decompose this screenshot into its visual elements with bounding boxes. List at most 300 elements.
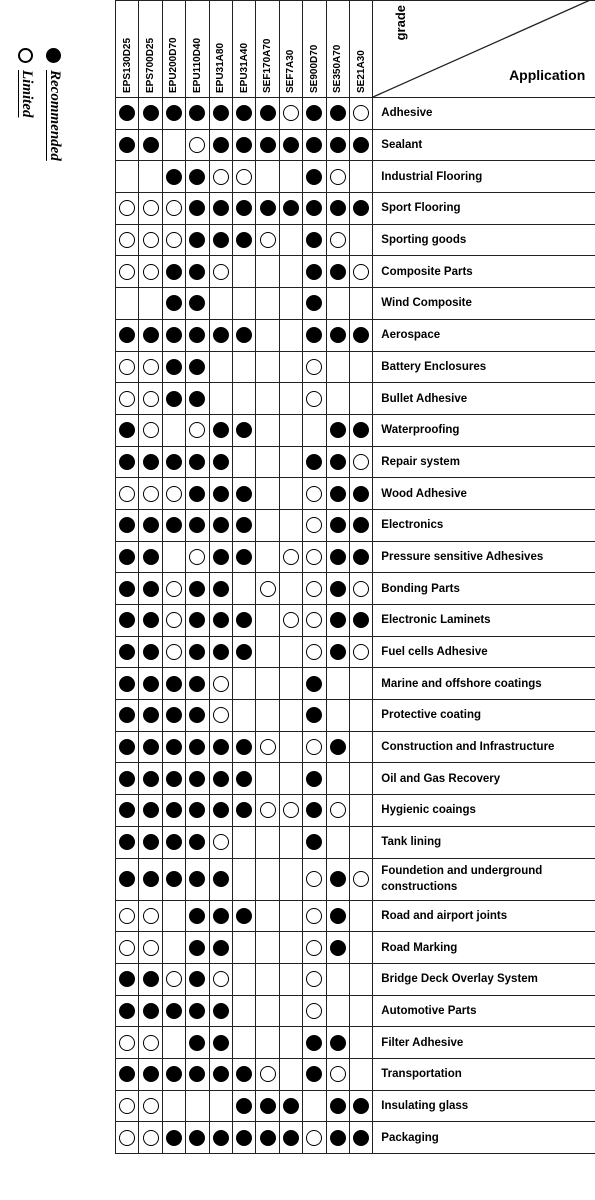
filled-circle-icon (189, 834, 205, 850)
application-name: Fuel cells Adhesive (373, 636, 595, 668)
rating-cell (303, 224, 326, 256)
empty-circle-icon (236, 169, 252, 185)
empty-circle-icon (283, 802, 299, 818)
rating-cell (349, 826, 372, 858)
filled-circle-icon (213, 739, 229, 755)
filled-circle-icon (306, 834, 322, 850)
rating-cell (162, 129, 185, 161)
filled-circle-icon (236, 200, 252, 216)
empty-circle-icon (189, 422, 205, 438)
rating-cell (139, 1090, 162, 1122)
rating-cell (209, 731, 232, 763)
rating-cell (349, 700, 372, 732)
rating-cell (303, 826, 326, 858)
rating-cell (209, 636, 232, 668)
rating-cell (139, 858, 162, 900)
rating-cell (162, 932, 185, 964)
filled-circle-icon (213, 1066, 229, 1082)
filled-circle-icon (119, 612, 135, 628)
empty-circle-icon (283, 549, 299, 565)
empty-circle-icon (260, 1066, 276, 1082)
filled-circle-icon (353, 549, 369, 565)
filled-circle-icon (353, 422, 369, 438)
rating-cell (186, 446, 209, 478)
filled-circle-icon (213, 581, 229, 597)
rating-cell (209, 351, 232, 383)
rating-cell (279, 963, 302, 995)
rating-cell (186, 826, 209, 858)
rating-cell (232, 1122, 255, 1154)
rating-cell (116, 573, 139, 605)
grade-header (303, 1, 326, 98)
rating-cell (116, 1122, 139, 1154)
rating-cell (162, 795, 185, 827)
table-row (116, 668, 595, 700)
table-row (116, 193, 595, 225)
rating-cell (162, 995, 185, 1027)
filled-circle-icon (189, 940, 205, 956)
filled-circle-icon (189, 327, 205, 343)
grade-label: EPU200D70 (168, 37, 180, 93)
empty-circle-icon (18, 48, 33, 63)
rating-cell (186, 795, 209, 827)
table-row (116, 900, 595, 932)
filled-circle-icon (330, 739, 346, 755)
rating-cell (116, 1027, 139, 1059)
rating-cell (279, 826, 302, 858)
filled-circle-icon (236, 422, 252, 438)
rating-cell (162, 541, 185, 573)
filled-circle-icon (189, 486, 205, 502)
rating-cell (279, 900, 302, 932)
rating-cell (349, 541, 372, 573)
application-name: Sporting goods (373, 224, 595, 256)
filled-circle-icon (166, 1003, 182, 1019)
rating-cell (209, 900, 232, 932)
empty-circle-icon (213, 264, 229, 280)
table-row (116, 351, 595, 383)
rating-cell (209, 256, 232, 288)
rating-cell (303, 636, 326, 668)
grade-label: SEF170A70 (262, 38, 274, 93)
legend-recommended (40, 48, 66, 161)
table-row (116, 98, 595, 130)
table-row (116, 319, 595, 351)
rating-cell (209, 383, 232, 415)
filled-circle-icon (189, 169, 205, 185)
rating-cell (162, 319, 185, 351)
legend-recommended-label: Recommended (47, 70, 63, 161)
table-row (116, 605, 595, 637)
filled-circle-icon (166, 871, 182, 887)
empty-circle-icon (119, 200, 135, 216)
empty-circle-icon (143, 200, 159, 216)
table-row (116, 1027, 595, 1059)
rating-cell (162, 383, 185, 415)
grade-header (349, 1, 372, 98)
filled-circle-icon (189, 676, 205, 692)
grade-label: SE900D70 (308, 44, 320, 93)
empty-circle-icon (306, 1003, 322, 1019)
empty-circle-icon (166, 200, 182, 216)
application-name: Wood Adhesive (373, 478, 595, 510)
application-name: Construction and Infrastructure (373, 731, 595, 763)
empty-circle-icon (353, 644, 369, 660)
rating-cell (326, 288, 349, 320)
filled-circle-icon (213, 1035, 229, 1051)
rating-cell (116, 446, 139, 478)
filled-circle-icon (166, 739, 182, 755)
empty-circle-icon (143, 1130, 159, 1146)
table-row (116, 573, 595, 605)
grade-label: EPU110D40 (191, 37, 203, 93)
filled-circle-icon (236, 517, 252, 533)
rating-cell (139, 129, 162, 161)
rating-cell (303, 446, 326, 478)
empty-circle-icon (330, 232, 346, 248)
rating-cell (326, 1027, 349, 1059)
grade-label: EPS130D25 (121, 37, 133, 93)
rating-cell (232, 963, 255, 995)
rating-cell (303, 731, 326, 763)
rating-cell (232, 351, 255, 383)
empty-circle-icon (143, 1098, 159, 1114)
rating-cell (279, 1058, 302, 1090)
rating-cell (349, 288, 372, 320)
rating-cell (349, 858, 372, 900)
rating-cell (209, 129, 232, 161)
grade-label: EPS700D25 (145, 37, 157, 93)
rating-cell (326, 478, 349, 510)
rating-cell (162, 605, 185, 637)
rating-cell (349, 763, 372, 795)
rating-cell (116, 995, 139, 1027)
rating-cell (209, 826, 232, 858)
legend-limited-label: Limited (19, 70, 35, 118)
rating-cell (303, 1027, 326, 1059)
application-name: Automotive Parts (373, 995, 595, 1027)
rating-cell (303, 700, 326, 732)
rating-cell (209, 446, 232, 478)
filled-circle-icon (306, 327, 322, 343)
filled-circle-icon (330, 264, 346, 280)
rating-cell (232, 731, 255, 763)
rating-cell (186, 414, 209, 446)
rating-cell (162, 1027, 185, 1059)
empty-circle-icon (330, 169, 346, 185)
rating-cell (256, 509, 279, 541)
empty-circle-icon (306, 940, 322, 956)
application-name: Electronics (373, 509, 595, 541)
rating-cell (139, 541, 162, 573)
rating-cell (303, 573, 326, 605)
filled-circle-icon (330, 644, 346, 660)
table-row (116, 1058, 595, 1090)
grade-header (162, 1, 185, 98)
empty-circle-icon (353, 871, 369, 887)
rating-cell (279, 288, 302, 320)
filled-circle-icon (189, 644, 205, 660)
empty-circle-icon (119, 908, 135, 924)
rating-cell (232, 900, 255, 932)
rating-cell (349, 1122, 372, 1154)
empty-circle-icon (306, 391, 322, 407)
rating-cell (209, 541, 232, 573)
empty-circle-icon (143, 486, 159, 502)
rating-cell (256, 700, 279, 732)
rating-cell (256, 383, 279, 415)
filled-circle-icon (330, 327, 346, 343)
empty-circle-icon (119, 940, 135, 956)
rating-cell (116, 826, 139, 858)
rating-cell (256, 256, 279, 288)
filled-circle-icon (353, 612, 369, 628)
rating-cell (279, 1090, 302, 1122)
rating-cell (116, 288, 139, 320)
filled-circle-icon (330, 940, 346, 956)
rating-cell (162, 700, 185, 732)
rating-cell (186, 541, 209, 573)
filled-circle-icon (213, 137, 229, 153)
rating-cell (116, 478, 139, 510)
rating-cell (116, 414, 139, 446)
rating-cell (139, 573, 162, 605)
rating-cell (326, 256, 349, 288)
filled-circle-icon (353, 1130, 369, 1146)
rating-cell (256, 668, 279, 700)
rating-cell (186, 995, 209, 1027)
rating-cell (326, 605, 349, 637)
application-name: Composite Parts (373, 256, 595, 288)
rating-cell (256, 193, 279, 225)
filled-circle-icon (213, 200, 229, 216)
rating-cell (186, 963, 209, 995)
rating-cell (303, 414, 326, 446)
filled-circle-icon (306, 1035, 322, 1051)
rating-cell (209, 963, 232, 995)
rating-cell (209, 288, 232, 320)
rating-cell (326, 1090, 349, 1122)
rating-cell (279, 256, 302, 288)
empty-circle-icon (306, 486, 322, 502)
rating-cell (162, 351, 185, 383)
filled-circle-icon (306, 264, 322, 280)
filled-circle-icon (330, 486, 346, 502)
rating-cell (116, 129, 139, 161)
rating-cell (139, 319, 162, 351)
rating-cell (256, 573, 279, 605)
filled-circle-icon (166, 1066, 182, 1082)
rating-cell (232, 478, 255, 510)
rating-cell (209, 509, 232, 541)
rating-cell (116, 858, 139, 900)
rating-cell (303, 900, 326, 932)
rating-cell (279, 478, 302, 510)
rating-cell (116, 161, 139, 193)
legend (10, 48, 70, 168)
rating-cell (349, 605, 372, 637)
rating-cell (209, 795, 232, 827)
filled-circle-icon (189, 971, 205, 987)
rating-cell (232, 1027, 255, 1059)
filled-circle-icon (189, 232, 205, 248)
rating-cell (116, 795, 139, 827)
rating-cell (162, 446, 185, 478)
filled-circle-icon (46, 48, 61, 63)
rating-cell (139, 351, 162, 383)
filled-circle-icon (143, 676, 159, 692)
rating-cell (256, 351, 279, 383)
rating-cell (162, 731, 185, 763)
rating-cell (139, 1122, 162, 1154)
rating-cell (256, 763, 279, 795)
filled-circle-icon (260, 105, 276, 121)
rating-cell (209, 98, 232, 130)
rating-cell (303, 668, 326, 700)
rating-cell (326, 858, 349, 900)
filled-circle-icon (143, 517, 159, 533)
rating-cell (256, 446, 279, 478)
empty-circle-icon (189, 549, 205, 565)
rating-cell (303, 478, 326, 510)
rating-cell (139, 1058, 162, 1090)
rating-cell (326, 763, 349, 795)
rating-cell (326, 731, 349, 763)
rating-cell (162, 414, 185, 446)
rating-cell (326, 129, 349, 161)
rating-cell (232, 383, 255, 415)
rating-cell (326, 1122, 349, 1154)
rating-cell (279, 351, 302, 383)
rating-cell (279, 700, 302, 732)
filled-circle-icon (166, 327, 182, 343)
filled-circle-icon (353, 1098, 369, 1114)
table-row (116, 700, 595, 732)
empty-circle-icon (166, 486, 182, 502)
empty-circle-icon (306, 644, 322, 660)
rating-cell (303, 541, 326, 573)
empty-circle-icon (166, 232, 182, 248)
rating-cell (139, 98, 162, 130)
rating-cell (162, 1122, 185, 1154)
rating-cell (326, 193, 349, 225)
filled-circle-icon (119, 802, 135, 818)
filled-circle-icon (166, 454, 182, 470)
filled-circle-icon (236, 137, 252, 153)
rating-cell (303, 383, 326, 415)
rating-cell (256, 963, 279, 995)
empty-circle-icon (119, 359, 135, 375)
filled-circle-icon (236, 802, 252, 818)
empty-circle-icon (119, 1035, 135, 1051)
rating-cell (232, 573, 255, 605)
filled-circle-icon (166, 391, 182, 407)
grade-header (139, 1, 162, 98)
rating-cell (326, 1058, 349, 1090)
filled-circle-icon (236, 612, 252, 628)
rating-cell (232, 256, 255, 288)
filled-circle-icon (166, 359, 182, 375)
rating-cell (186, 763, 209, 795)
filled-circle-icon (119, 327, 135, 343)
filled-circle-icon (260, 1098, 276, 1114)
filled-circle-icon (306, 802, 322, 818)
application-name: Waterproofing (373, 414, 595, 446)
empty-circle-icon (143, 264, 159, 280)
empty-circle-icon (213, 971, 229, 987)
rating-cell (162, 1090, 185, 1122)
rating-cell (303, 763, 326, 795)
rating-cell (232, 446, 255, 478)
filled-circle-icon (189, 1066, 205, 1082)
rating-cell (139, 414, 162, 446)
empty-circle-icon (306, 581, 322, 597)
filled-circle-icon (143, 707, 159, 723)
filled-circle-icon (213, 486, 229, 502)
filled-circle-icon (119, 834, 135, 850)
application-name: Aerospace (373, 319, 595, 351)
rating-cell (303, 605, 326, 637)
rating-cell (256, 1058, 279, 1090)
filled-circle-icon (119, 644, 135, 660)
filled-circle-icon (330, 105, 346, 121)
empty-circle-icon (306, 739, 322, 755)
filled-circle-icon (330, 1098, 346, 1114)
rating-cell (139, 1027, 162, 1059)
rating-cell (139, 193, 162, 225)
rating-cell (162, 478, 185, 510)
rating-cell (186, 256, 209, 288)
rating-cell (186, 573, 209, 605)
rating-cell (303, 193, 326, 225)
rating-cell (186, 161, 209, 193)
rating-cell (209, 414, 232, 446)
filled-circle-icon (119, 137, 135, 153)
rating-cell (303, 1058, 326, 1090)
rating-cell (186, 1058, 209, 1090)
filled-circle-icon (119, 517, 135, 533)
table-row (116, 995, 595, 1027)
filled-circle-icon (306, 676, 322, 692)
application-name: Bullet Adhesive (373, 383, 595, 415)
empty-circle-icon (213, 169, 229, 185)
rating-cell (256, 995, 279, 1027)
rating-cell (162, 636, 185, 668)
filled-circle-icon (236, 908, 252, 924)
filled-circle-icon (143, 549, 159, 565)
rating-cell (279, 573, 302, 605)
grade-header (326, 1, 349, 98)
filled-circle-icon (213, 871, 229, 887)
rating-cell (256, 319, 279, 351)
table-row (116, 129, 595, 161)
rating-cell (186, 224, 209, 256)
rating-cell (326, 541, 349, 573)
table-row (116, 963, 595, 995)
rating-cell (139, 763, 162, 795)
rating-cell (349, 256, 372, 288)
grade-label: SE350A70 (332, 44, 344, 93)
rating-cell (256, 288, 279, 320)
rating-cell (186, 129, 209, 161)
filled-circle-icon (283, 1130, 299, 1146)
rating-cell (186, 383, 209, 415)
table-row (116, 795, 595, 827)
filled-circle-icon (330, 1130, 346, 1146)
filled-circle-icon (283, 1098, 299, 1114)
rating-cell (116, 319, 139, 351)
filled-circle-icon (260, 1130, 276, 1146)
